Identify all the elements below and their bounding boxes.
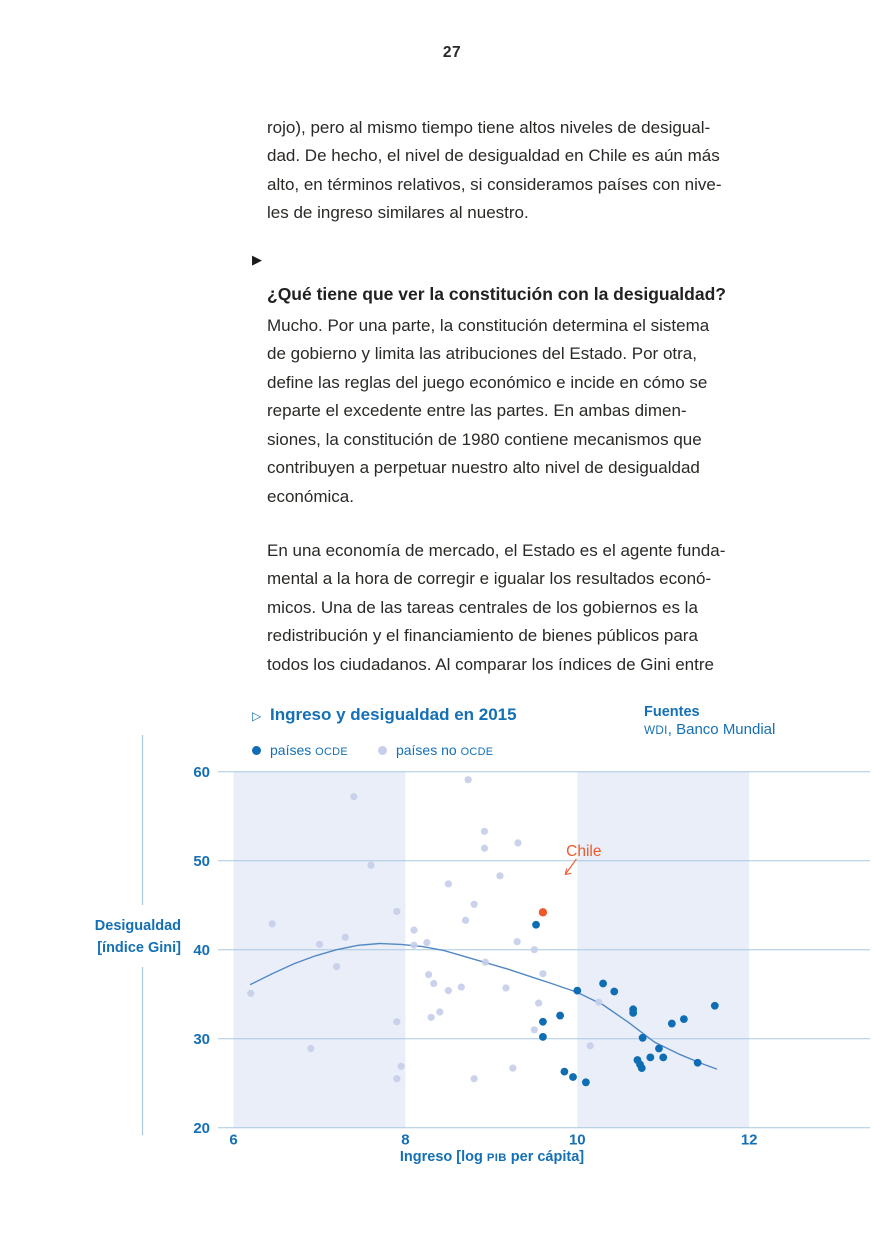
data-point-ocde xyxy=(629,1009,637,1017)
data-point-ocde xyxy=(680,1015,688,1023)
data-point-no-ocde xyxy=(535,1000,542,1007)
data-point-no-ocde xyxy=(471,901,478,908)
scatter-plot xyxy=(0,700,874,1190)
text-line: define las reglas del juego económico e incide en cómo se xyxy=(267,372,708,392)
data-point-no-ocde xyxy=(410,942,417,949)
data-point-no-ocde xyxy=(367,862,374,869)
data-point-no-ocde xyxy=(595,999,602,1006)
x-axis-label: Ingreso [log PIB per cápita] xyxy=(399,1149,585,1165)
text-line: redistribución y el financiamiento de bienes públicos para xyxy=(267,626,698,646)
data-point-no-ocde xyxy=(247,990,254,997)
x-tick-label: 8 xyxy=(401,1131,410,1149)
section-heading: ¿Qué tiene que ver la constitución con la desigualdad? xyxy=(267,284,726,304)
data-point-ocde xyxy=(573,987,581,995)
annotation-arrow xyxy=(565,859,576,875)
data-point-no-ocde xyxy=(482,959,489,966)
data-point-no-ocde xyxy=(430,980,437,987)
data-point-no-ocde xyxy=(587,1042,594,1049)
legend-label: países OCDE xyxy=(270,742,348,758)
data-point-ocde xyxy=(539,1033,547,1041)
body-paragraph xyxy=(267,114,779,228)
data-point-no-ocde xyxy=(471,1075,478,1082)
data-point-chile xyxy=(539,908,547,916)
page-number: 27 xyxy=(442,44,462,61)
data-point-no-ocde xyxy=(531,1026,538,1033)
data-point-ocde xyxy=(569,1073,577,1081)
data-point-ocde xyxy=(639,1034,647,1042)
data-point-no-ocde xyxy=(539,970,546,977)
text-line: siones, la constitución de 1980 contiene mecanismos que xyxy=(267,429,702,449)
text-line: dad. De hecho, el nivel de desigualdad en Chile es aún más xyxy=(267,146,720,166)
data-point-ocde xyxy=(610,988,618,996)
body-paragraph xyxy=(267,537,779,679)
data-point-no-ocde xyxy=(445,880,452,887)
sources-value: WDI, Banco Mundial xyxy=(644,721,776,738)
text-line: contribuyen a perpetuar nuestro alto nivel de desigualdad xyxy=(267,458,700,478)
data-point-ocde xyxy=(599,980,607,988)
text-line: En una economía de mercado, el Estado es el agente funda- xyxy=(267,541,726,560)
data-point-ocde xyxy=(556,1012,564,1020)
data-point-no-ocde xyxy=(425,971,432,978)
legend-label: países no OCDE xyxy=(395,742,494,758)
y-tick-label: 30 xyxy=(193,1030,210,1048)
data-point-ocde xyxy=(561,1068,569,1076)
text-line: de gobierno y limita las atribuciones del Estado. Por otra, xyxy=(267,344,697,364)
text-line: micos. Una de las tareas centrales de los gobiernos es la xyxy=(267,597,698,617)
data-point-ocde xyxy=(655,1045,663,1053)
data-point-no-ocde xyxy=(458,983,465,990)
data-point-no-ocde xyxy=(333,963,340,970)
y-tick-label: 20 xyxy=(193,1119,210,1137)
text-line: les de ingreso similares al nuestro. xyxy=(267,203,529,223)
data-point-no-ocde xyxy=(350,793,357,800)
text-line: mental a la hora de corregir e igualar los resultados econó- xyxy=(267,569,712,589)
data-point-ocde xyxy=(659,1053,667,1061)
data-point-ocde xyxy=(582,1078,590,1086)
data-point-no-ocde xyxy=(316,941,323,948)
y-tick-label: 40 xyxy=(193,941,210,959)
data-point-no-ocde xyxy=(410,927,417,934)
chart-title-marker-icon: ▷ xyxy=(252,709,262,723)
data-point-no-ocde xyxy=(496,872,503,879)
text-line: alto, en términos relativos, si consideramos países con nive- xyxy=(267,174,722,194)
chart-title: Ingreso y desigualdad en 2015 xyxy=(270,705,517,724)
data-point-no-ocde xyxy=(428,1014,435,1021)
data-point-no-ocde xyxy=(465,776,472,783)
y-axis-label: Desigualdad [índice Gini] xyxy=(94,918,181,956)
data-point-no-ocde xyxy=(481,845,488,852)
data-point-ocde xyxy=(646,1053,654,1061)
data-point-ocde xyxy=(539,1018,547,1026)
data-point-no-ocde xyxy=(393,908,400,915)
data-point-no-ocde xyxy=(531,946,538,953)
data-point-no-ocde xyxy=(445,987,452,994)
text-line: todos los ciudadanos. Al comparar los índices de Gini entre xyxy=(267,654,714,674)
data-point-ocde xyxy=(532,921,540,929)
data-point-no-ocde xyxy=(514,839,521,846)
data-point-no-ocde xyxy=(514,938,521,945)
data-point-no-ocde xyxy=(342,934,349,941)
body-paragraph xyxy=(267,312,779,511)
data-point-no-ocde xyxy=(462,917,469,924)
data-point-no-ocde xyxy=(509,1064,516,1071)
annotation-label: Chile xyxy=(566,842,602,860)
data-point-no-ocde xyxy=(307,1045,314,1052)
text-line: reparte el excedente entre las partes. En ambas dimen- xyxy=(267,401,687,421)
data-point-ocde xyxy=(638,1064,646,1072)
data-point-no-ocde xyxy=(481,828,488,835)
data-point-no-ocde xyxy=(398,1063,405,1070)
data-point-ocde xyxy=(668,1020,676,1028)
text-line: Mucho. Por una parte, la constitución determina el sistema xyxy=(267,316,710,335)
x-tick-label: 12 xyxy=(740,1131,758,1149)
data-point-ocde xyxy=(694,1059,702,1067)
sources-label: Fuentes xyxy=(644,704,700,720)
text-line: rojo), pero al mismo tiempo tiene altos niveles de desigual- xyxy=(267,118,711,137)
data-point-no-ocde xyxy=(436,1008,443,1015)
y-tick-label: 60 xyxy=(193,763,210,781)
x-tick-label: 6 xyxy=(229,1131,238,1149)
y-tick-label: 50 xyxy=(193,852,210,870)
data-point-no-ocde xyxy=(502,984,509,991)
data-point-no-ocde xyxy=(393,1018,400,1025)
data-point-no-ocde xyxy=(269,920,276,927)
text-line: económica. xyxy=(267,486,354,506)
data-point-no-ocde xyxy=(393,1075,400,1082)
data-point-no-ocde xyxy=(423,939,430,946)
section-bullet-icon: ▶ xyxy=(252,252,262,267)
data-point-ocde xyxy=(711,1002,719,1010)
x-tick-label: 10 xyxy=(568,1131,586,1149)
